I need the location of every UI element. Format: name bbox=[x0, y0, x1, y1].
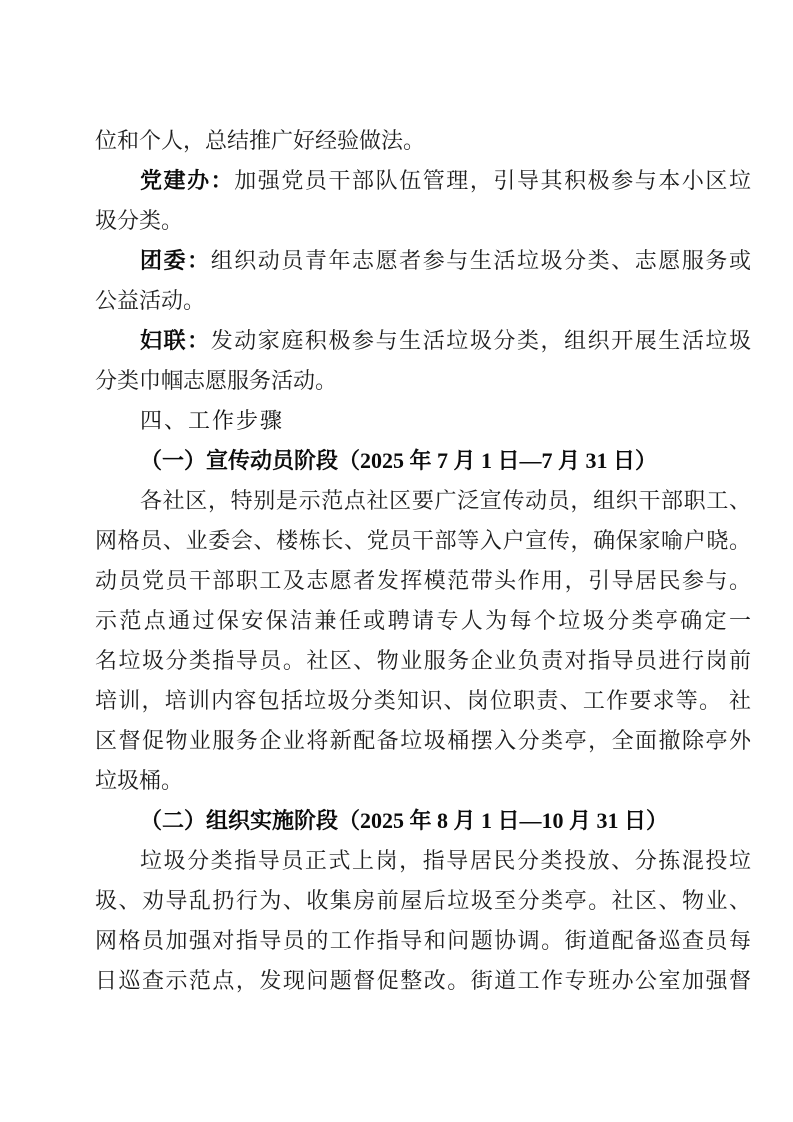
text-run: 垃圾分类指导员正式上岗，指导居民分类投放、分拣混投垃 bbox=[140, 848, 751, 873]
text-line bbox=[95, 201, 751, 241]
text-line bbox=[95, 241, 751, 281]
text-line bbox=[95, 921, 751, 961]
text-run: 名垃圾分类指导员。社区、物业服务企业负责对指导员进行岗前 bbox=[95, 648, 751, 673]
text-run: 网格员、业委会、楼栋长、党员干部等入户宣传，确保家喻户晓。 bbox=[95, 528, 751, 553]
text-line bbox=[95, 121, 751, 161]
text-line bbox=[95, 801, 751, 841]
text-run: 圾、劝导乱扔行为、收集房前屋后垃圾至分类亭。社区、物业、 bbox=[95, 888, 751, 913]
text-run: 培训，培训内容包括垃圾分类知识、岗位职责、工作要求等。 社 bbox=[95, 688, 751, 713]
text-run: 动员党员干部职工及志愿者发挥模范带头作用，引导居民参与。 bbox=[95, 568, 751, 593]
text-line bbox=[95, 401, 751, 441]
text-line bbox=[95, 561, 751, 601]
text-run: 组织动员青年志愿者参与生活垃圾分类、志愿服务或 bbox=[210, 248, 751, 273]
text-line bbox=[95, 161, 751, 201]
text-run: 日巡查示范点，发现问题督促整改。街道工作专班办公室加强督 bbox=[95, 968, 751, 993]
text-line bbox=[95, 361, 751, 401]
text-run: 示范点通过保安保洁兼任或聘请专人为每个垃圾分类亭确定一 bbox=[95, 608, 751, 633]
text-run: 发动家庭积极参与生活垃圾分类，组织开展生活垃圾 bbox=[210, 328, 751, 353]
text-run: 网格员加强对指导员的工作指导和问题协调。街道配备巡查员每 bbox=[95, 928, 751, 953]
text-run: 分类巾帼志愿服务活动。 bbox=[95, 368, 338, 393]
bold-label-run: （二）组织实施阶段（2025 年 8 月 1 日—10 月 31 日） bbox=[140, 808, 669, 833]
text-line bbox=[95, 961, 751, 1001]
text-run: 区督促物业服务企业将新配备垃圾桶摆入分类亭，全面撤除亭外 bbox=[95, 728, 751, 753]
text-run: 各社区，特别是示范点社区要广泛宣传动员，组织干部职工、 bbox=[140, 488, 751, 513]
text-run: 四、工作步骤 bbox=[140, 408, 285, 433]
text-line bbox=[95, 641, 751, 681]
text-run: 位和个人，总结推广好经验做法。 bbox=[95, 128, 426, 153]
text-line bbox=[95, 521, 751, 561]
text-line bbox=[95, 321, 751, 361]
text-run: 垃圾桶。 bbox=[95, 768, 184, 793]
text-line bbox=[95, 721, 751, 761]
text-line bbox=[95, 281, 751, 321]
text-run: 加强党员干部队伍管理，引导其积极参与本小区垃 bbox=[234, 168, 751, 193]
bold-label-run: （一）宣传动员阶段（2025 年 7 月 1 日—7 月 31 日） bbox=[140, 448, 658, 473]
document-body bbox=[95, 121, 751, 1001]
text-line bbox=[95, 761, 751, 801]
bold-label-run: 团委： bbox=[140, 248, 211, 273]
bold-label-run: 党建办： bbox=[140, 168, 235, 193]
text-run: 圾分类。 bbox=[95, 208, 184, 233]
text-line bbox=[95, 481, 751, 521]
text-line bbox=[95, 841, 751, 881]
text-run: 公益活动。 bbox=[95, 288, 206, 313]
text-line bbox=[95, 601, 751, 641]
text-line bbox=[95, 441, 751, 481]
text-line bbox=[95, 681, 751, 721]
bold-label-run: 妇联： bbox=[140, 328, 211, 353]
text-line bbox=[95, 881, 751, 921]
